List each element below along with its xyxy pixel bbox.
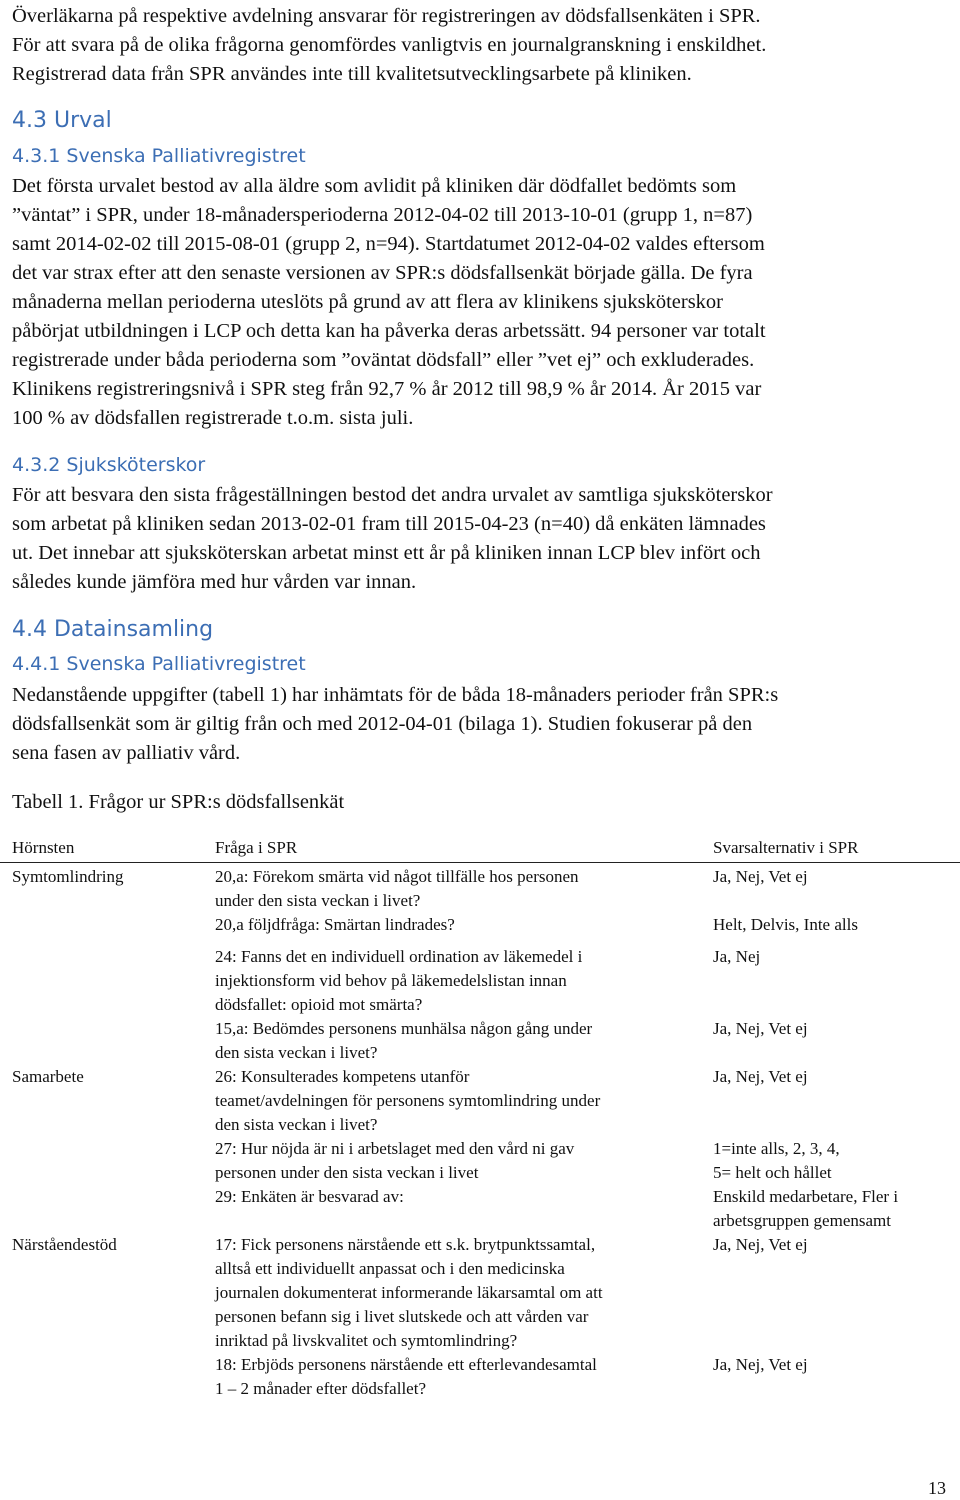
- text-line: som arbetat på kliniken sedan 2013-02-01 fram till 2015-04-23 (n=40) då enkäten lämnades: [12, 513, 766, 535]
- cell-line: journalen dokumenterat informerande läkarsamtal om att: [215, 1283, 603, 1302]
- table-cell-hornsten: Närståendestöd: [12, 1235, 117, 1254]
- text-line: således kunde jämföra med hur vården var innan.: [12, 571, 417, 593]
- text-line: Nedanstående uppgifter (tabell 1) har inhämtats för de båda 18-månaders perioder från SPR:s: [12, 684, 779, 706]
- page-number: 13: [928, 1478, 946, 1498]
- cell-line: 26: Konsulterades kompetens utanför: [215, 1067, 470, 1086]
- table-cell-svarsalternativ: [713, 913, 953, 937]
- text-line: Det första urvalet bestod av alla äldre som avlidit på kliniken där dödfallet bedömts som: [12, 175, 737, 197]
- text-line: samt 2014-02-02 till 2015-08-01 (grupp 2, n=94). Startdatumet 2012-04-02 valdes eftersom: [12, 233, 765, 255]
- table-cell-hornsten: Samarbete: [12, 1067, 84, 1086]
- paragraph-4-4-1: [12, 681, 948, 768]
- cell-line: Ja, Nej, Vet ej: [713, 1355, 808, 1374]
- table-caption: Tabell 1. Frågor ur SPR:s dödsfallsenkät: [12, 791, 345, 813]
- table-cell-svarsalternativ: [713, 1065, 953, 1089]
- cell-line: Enskild medarbetare, Fler i: [713, 1187, 899, 1206]
- table-header-row: [0, 836, 960, 863]
- text-line: sena fasen av palliativ vård.: [12, 742, 241, 764]
- text-line: ut. Det innebar att sjuksköterskan arbetat minst ett år på kliniken innan LCP blev infört och: [12, 542, 761, 564]
- paragraph-4-3-2: [12, 481, 948, 597]
- table-cell-fraga: [215, 1065, 695, 1137]
- table-cell-fraga: [215, 1185, 695, 1209]
- text-line: Klinikens registreringsnivå i SPR steg från 92,7 % år 2012 till 98,9 % år 2014. År 2015 var: [12, 378, 762, 400]
- cell-line: inriktad på livskvalitet och symtomlindring?: [215, 1331, 518, 1350]
- cell-line: den sista veckan i livet?: [215, 1115, 378, 1134]
- text-line: det var strax efter att den senaste versionen av SPR:s dödsfallsenkät började gälla. De fyra: [12, 262, 753, 284]
- cell-line: dödsfallet: opioid mot smärta?: [215, 995, 423, 1014]
- text-line: För att svara på de olika frågorna genomfördes vanligtvis en journalgranskning i enskildhet.: [12, 34, 767, 56]
- cell-line: 20,a följdfråga: Smärtan lindrades?: [215, 915, 455, 934]
- cell-line: Ja, Nej, Vet ej: [713, 1235, 808, 1254]
- table-cell-svarsalternativ: [713, 945, 953, 969]
- cell-line: Helt, Delvis, Inte alls: [713, 915, 858, 934]
- column-header-fraga: Fråga i SPR: [215, 838, 298, 857]
- text-line: 100 % av dödsfallen registrerade t.o.m. sista juli.: [12, 407, 414, 429]
- subsection-heading-4-3-2: 4.3.2 Sjuksköterskor: [12, 454, 206, 476]
- subsection-heading-4-4-1: 4.4.1 Svenska Palliativregistret: [12, 653, 306, 675]
- section-heading-4-4: 4.4 Datainsamling: [12, 617, 214, 642]
- intro-paragraph: [12, 2, 948, 89]
- cell-line: alltså ett individuellt anpassat och i den medicinska: [215, 1259, 565, 1278]
- text-line: månaderna mellan perioderna uteslöts på grund av att flera av klinikens sjuksköterskor: [12, 291, 724, 313]
- table-cell-fraga: [215, 945, 695, 1017]
- table-cell-fraga: [215, 865, 695, 913]
- table-cell-fraga: [215, 1137, 695, 1185]
- cell-line: personen under den sista veckan i livet: [215, 1163, 479, 1182]
- table-cell-svarsalternativ: [713, 1137, 953, 1185]
- text-line: Överläkarna på respektive avdelning ansvarar för registreringen av dödsfallsenkäten i SPR.: [12, 5, 761, 27]
- data-table: [0, 836, 960, 1398]
- cell-line: 1=inte alls, 2, 3, 4,: [713, 1139, 840, 1158]
- cell-line: 29: Enkäten är besvarad av:: [215, 1187, 404, 1206]
- paragraph-4-3-1: [12, 172, 948, 433]
- cell-line: injektionsform vid behov på läkemedelslistan innan: [215, 971, 567, 990]
- cell-line: 17: Fick personens närstående ett s.k. brytpunktssamtal,: [215, 1235, 596, 1254]
- cell-line: 18: Erbjöds personens närstående ett efterlevandesamtal: [215, 1355, 597, 1374]
- cell-line: 20,a: Förekom smärta vid något tillfälle hos personen: [215, 867, 579, 886]
- cell-line: 1 – 2 månader efter dödsfallet?: [215, 1379, 426, 1398]
- table-cell-fraga: [215, 1233, 695, 1353]
- cell-line: Ja, Nej, Vet ej: [713, 1067, 808, 1086]
- text-line: ”väntat” i SPR, under 18-månadersperioderna 2012-04-02 till 2013-10-01 (grupp 1, n=87): [12, 204, 753, 226]
- table-cell-svarsalternativ: [713, 865, 953, 889]
- text-line: påbörjat utbildningen i LCP och detta kan ha påverka deras arbetssätt. 94 personer var totalt: [12, 320, 766, 342]
- text-line: För att besvara den sista frågeställningen bestod det andra urvalet av samtliga sjuksköterskor: [12, 484, 773, 506]
- cell-line: personen befann sig i livet slutskede och att vården var: [215, 1307, 589, 1326]
- column-header-hornsten: Hörnsten: [12, 838, 75, 857]
- table-cell-svarsalternativ: [713, 1353, 953, 1377]
- table-cell-fraga: [215, 1353, 695, 1401]
- column-header-svarsalternativ: Svarsalternativ i SPR: [713, 838, 859, 857]
- cell-line: 27: Hur nöjda är ni i arbetslaget med den vård ni gav: [215, 1139, 575, 1158]
- table-cell-svarsalternativ: [713, 1185, 953, 1233]
- cell-line: Ja, Nej, Vet ej: [713, 867, 808, 886]
- cell-line: den sista veckan i livet?: [215, 1043, 378, 1062]
- section-heading-4-3: 4.3 Urval: [12, 108, 112, 133]
- text-line: dödsfallsenkät som är giltig från och med 2012-04-01 (bilaga 1). Studien fokuserar på den: [12, 713, 753, 735]
- table-cell-svarsalternativ: [713, 1233, 953, 1257]
- cell-line: Ja, Nej: [713, 947, 761, 966]
- cell-line: 24: Fanns det en individuell ordination av läkemedel i: [215, 947, 583, 966]
- cell-line: 5= helt och hållet: [713, 1163, 832, 1182]
- cell-line: Ja, Nej, Vet ej: [713, 1019, 808, 1038]
- text-line: registrerade under båda perioderna som ”oväntat dödsfall” eller ”vet ej” och exkluderades.: [12, 349, 755, 371]
- table-cell-hornsten: Symtomlindring: [12, 867, 124, 886]
- cell-line: under den sista veckan i livet?: [215, 891, 421, 910]
- cell-line: 15,a: Bedömdes personens munhälsa någon gång under: [215, 1019, 593, 1038]
- table-cell-svarsalternativ: [713, 1017, 953, 1041]
- cell-line: teamet/avdelningen för personens symtomlindring under: [215, 1091, 601, 1110]
- subsection-heading-4-3-1: 4.3.1 Svenska Palliativregistret: [12, 145, 306, 167]
- table-cell-fraga: [215, 913, 695, 937]
- table-cell-fraga: [215, 1017, 695, 1065]
- text-line: Registrerad data från SPR användes inte till kvalitetsutvecklingsarbete på kliniken.: [12, 63, 692, 85]
- cell-line: arbetsgruppen gemensamt: [713, 1211, 891, 1230]
